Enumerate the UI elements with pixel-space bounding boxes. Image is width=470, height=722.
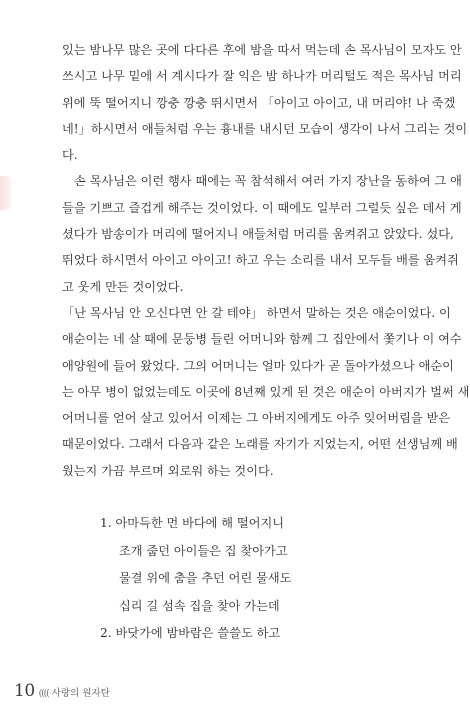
body-line: 고 웃게 만든 것이었다. xyxy=(62,279,184,294)
page-footer xyxy=(14,681,110,705)
body-line: 쓰시고 나무 밑에 서 계시다가 잘 익은 밤 하나가 머리털도 적은 목사님 머리 xyxy=(62,69,462,84)
body-line: 웠는지 가끔 부르며 외로워 하는 것이다. xyxy=(62,463,274,478)
lyric-line: 물결 위에 춤을 추던 어린 물새도 xyxy=(119,571,292,585)
body-line: 는 아무 병이 없었는데도 이곳에 8년째 있게 된 것은 애순이 아버지가 벌써 새 xyxy=(62,384,470,399)
page-edge-decoration xyxy=(0,176,14,210)
body-line: 네!」하시면서 애들처럼 우는 흉내를 내시던 모습이 생각이 나서 그리는 것이 xyxy=(62,121,468,136)
body-text xyxy=(62,37,470,484)
body-line: 애양원에 들어 왔었다. 그의 어머니는 얼마 있다가 곧 돌아가셨으나 애순이 xyxy=(62,358,454,373)
body-line: 뛰었다 하시면서 아이고 아이고! 하고 우는 소리를 내서 모두들 배를 움켜쥐 xyxy=(62,253,459,268)
lyric-line: 1. 아마득한 먼 바다에 해 떨어지니 xyxy=(100,516,285,530)
body-line: 어머니를 얻어 살고 있어서 이제는 그 아버지에게도 아주 잊어버림을 받은 xyxy=(62,411,451,426)
lyric-line: 조개 줍던 아이들은 집 찾아가고 xyxy=(119,543,288,558)
page-number: 10 xyxy=(14,681,35,701)
body-line: 때문이었다. 그래서 다음과 같은 노래를 자기가 지었는지, 어떤 선생님께 배 xyxy=(62,437,458,452)
body-line: 셨다가 밤송이가 머리에 떨어지니 애들처럼 머리를 움켜쥐고 앉았다. 섰다, xyxy=(62,227,454,242)
lyric-line: 2. 바닷가에 밤바람은 쓸쓸도 하고 xyxy=(100,626,281,640)
body-line: 있는 밤나무 많은 곳에 다다른 후에 밤을 따서 먹는데 손 목사님이 모자도 안 xyxy=(62,43,462,57)
body-line: 애순이는 네 살 때에 문둥병 들린 어머니와 함께 그 집안에서 쫓기나 이 여수 xyxy=(62,332,462,347)
body-line: 들을 기쁘고 즐겁게 해주는 것이었다. 이 때에도 일부러 그럴듯 싶은 데서 게 xyxy=(62,200,462,215)
footer-decoration: (((( xyxy=(38,689,49,699)
body-line: 위에 뚝 떨어지니 깡충 깡충 뛰시면서 「아이고 아이고, 내 머리야! 나 죽겠 xyxy=(62,95,456,110)
body-line: 손 목사님은 이런 행사 때에는 꼭 참석해서 여러 가지 장난을 동하여 그 애 xyxy=(74,174,462,189)
body-line: 다. xyxy=(62,148,78,163)
book-title: 사랑의 원자탄 xyxy=(51,688,110,699)
lyric-line: 십리 길 섬속 집을 찾아 가는데 xyxy=(119,598,280,613)
body-line: 「난 목사님 안 오신다면 안 갈 테야」 하면서 말하는 것은 애순이었다. 이 xyxy=(62,305,451,320)
song-lyrics xyxy=(100,510,360,648)
